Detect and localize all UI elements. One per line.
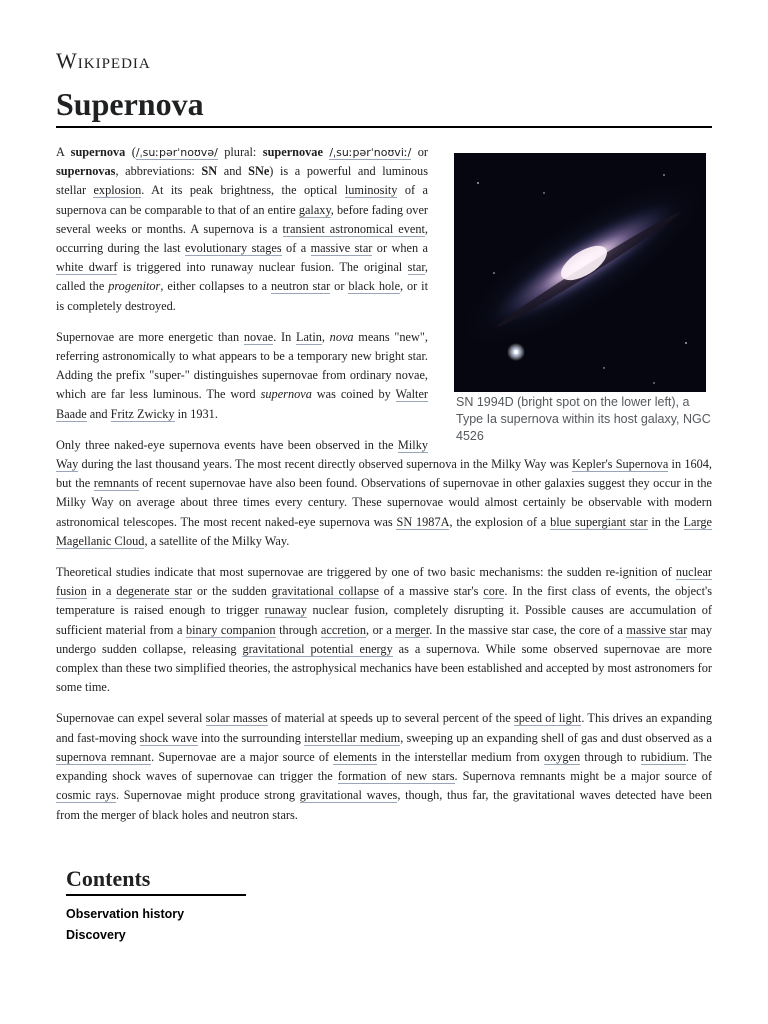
figure-caption: SN 1994D (bright spot on the lower left), a Type Ia supernova within its host galaxy, NGC 4526 <box>456 395 711 443</box>
link-star[interactable]: star <box>407 260 425 275</box>
link-interstellar-medium[interactable]: interstellar medium <box>304 730 401 745</box>
etymology-paragraph: Supernovae are more energetic than novae. In Latin, nova means "new", referring astronomically to what appears to be a temporary new bright star. Adding the prefix "super-" distinguishes supernovae from ordinary novae, which are far less luminous. The word supernova was coined by Walter Baade and Fritz Zwicky in 1931. <box>56 329 428 421</box>
link-speed-of-light[interactable]: speed of light <box>513 711 582 726</box>
galaxy-ngc4526-photo[interactable] <box>454 153 706 392</box>
link-solar-masses[interactable]: solar masses <box>205 711 268 726</box>
link-walter-baade[interactable]: Walter Baade <box>56 387 428 421</box>
link-white-dwarf[interactable]: white dwarf <box>56 260 118 275</box>
observation-paragraph: Only three naked-eye supernova events have been observed in the Milky Way during the last thousand years. The most recent directly observed supernova in the Milky Way was Kepler's Supernova in 1604, but the remnants of recent supernovae have also been found. Observations of supernovae in other galaxies suggest they occur in the Milky Way on average about three times every century. These supernovae would almost certainly be observable with modern astronomical telescopes. The most recent naked-eye supernova was SN 1987A, the explosion of a blue supergiant star in the Large Magellanic Cloud, a satellite of the Milky Way. <box>56 437 713 548</box>
toc-item-discovery[interactable]: Discovery <box>66 928 126 942</box>
link-accretion[interactable]: accretion <box>320 622 366 637</box>
link-binary-companion[interactable]: binary companion <box>185 622 276 637</box>
effects-paragraph: Supernovae can expel several solar masses of material at speeds up to several percent of the speed of light. This drives an expanding and fast-moving shock wave into the surrounding interstellar medium, sweeping up an expanding shell of gas and dust observed as a supernova remnant. Supernovae are a major source of elements in the interstellar medium from oxygen through to rubidium. The expanding shock waves of supernovae can trigger the formation of new stars. Supernova remnants might be a major source of cosmic rays. Supernovae might produce strong gravitational waves, though, thus far, the gravitational waves detected have been from the merger of black holes and neutron stars. <box>56 711 713 822</box>
link-explosion[interactable]: explosion <box>93 183 142 198</box>
link-neutron-star[interactable]: neutron star <box>271 279 331 294</box>
link-merger[interactable]: merger <box>395 622 430 637</box>
link-galaxy[interactable]: galaxy <box>298 202 331 217</box>
logo-wordmark: Wikipedia <box>56 48 151 73</box>
link-gravitational-collapse[interactable]: gravitational collapse <box>271 584 379 599</box>
link-fritz-zwicky[interactable]: Fritz Zwicky <box>110 406 175 421</box>
link-novae[interactable]: novae <box>243 329 274 344</box>
wikipedia-logo[interactable] <box>56 48 151 74</box>
link-milky-way[interactable]: Milky Way <box>56 437 428 472</box>
link-rubidium[interactable]: rubidium <box>640 749 686 764</box>
article-body <box>56 143 712 837</box>
ipa-link[interactable]: /ˌsuːpərˈnoʊviː/ <box>329 146 412 159</box>
galaxy-image <box>454 153 706 392</box>
contents-heading: Contents <box>66 866 246 896</box>
link-latin[interactable]: Latin <box>295 329 322 344</box>
link-formation-of-new-stars[interactable]: formation of new stars <box>337 769 455 784</box>
link-elements[interactable]: elements <box>333 749 378 764</box>
table-of-contents <box>66 866 246 946</box>
link-gravitational-potential-energy[interactable]: gravitational potential energy <box>242 641 393 656</box>
link-transient-event[interactable]: transient astronomical event <box>282 221 425 236</box>
link-black-hole[interactable]: black hole <box>348 279 401 294</box>
theory-paragraph: Theoretical studies indicate that most supernovae are triggered by one of two basic mechanisms: the sudden re-ignition of nuclear fusion in a degenerate star or the sudden gravitational collapse of a massive star's core. In the first class of events, the object's temperature is raised enough to trigger runaway nuclear fusion, completely disrupting it. Possible causes are accumulation of sufficient material from a binary companion through accretion, or a merger. In the massive star case, the core of a massive star may undergo sudden collapse, releasing gravitational potential energy as a supernova. While some observed supernovae are more complex than these two simplified theories, the astrophysical mechanics have been established and accepted by most astronomers for some time. <box>56 565 713 695</box>
link-nuclear-fusion[interactable]: nuclear fusion <box>56 565 712 599</box>
link-supernova-remnant[interactable]: supernova remnant <box>56 749 152 764</box>
link-remnants[interactable]: remnants <box>93 476 139 491</box>
link-degenerate-star[interactable]: degenerate star <box>116 584 193 599</box>
link-blue-supergiant[interactable]: blue supergiant star <box>550 514 648 529</box>
toc-item-observation-history[interactable]: Observation history <box>66 907 185 921</box>
link-shock-wave[interactable]: shock wave <box>139 730 198 745</box>
link-keplers-supernova[interactable]: Kepler's Supernova <box>572 457 669 472</box>
ipa-link[interactable]: /ˌsuːpərˈnoʊvə/ <box>135 146 218 159</box>
link-large-magellanic-cloud[interactable]: Large Magellanic Cloud <box>56 514 712 548</box>
infobox-figure <box>454 153 712 445</box>
page-title: Supernova <box>56 84 712 128</box>
link-sn-1987a[interactable]: SN 1987A <box>396 514 450 529</box>
link-gravitational-waves[interactable]: gravitational waves <box>299 788 398 803</box>
link-runaway[interactable]: runaway <box>264 603 307 618</box>
link-oxygen[interactable]: oxygen <box>543 749 581 764</box>
link-evolutionary-stages[interactable]: evolutionary stages <box>185 241 282 256</box>
link-core[interactable]: core <box>483 584 505 599</box>
link-luminosity[interactable]: luminosity <box>344 183 398 198</box>
link-massive-star[interactable]: massive star <box>626 622 688 637</box>
link-cosmic-rays[interactable]: cosmic rays <box>56 788 117 803</box>
link-massive-star[interactable]: massive star <box>310 241 373 256</box>
intro-paragraph: A supernova (/ˌsuːpərˈnoʊvə/ plural: supernovae /ˌsuːpərˈnoʊviː/ or supernovas, abbreviations: SN and SNe) is a powerful and luminous stellar explosion. At its peak brightness, the optical luminosity of a supernova can be comparable to that of an entire galaxy, before fading over several weeks or months. A supernova is a transient astronomical event, occurring during the last evolutionary stages of a massive star or when a white dwarf is triggered into runaway nuclear fusion. The original star, called the progenitor, either collapses to a neutron star or black hole, or it is completely destroyed. <box>56 145 429 313</box>
